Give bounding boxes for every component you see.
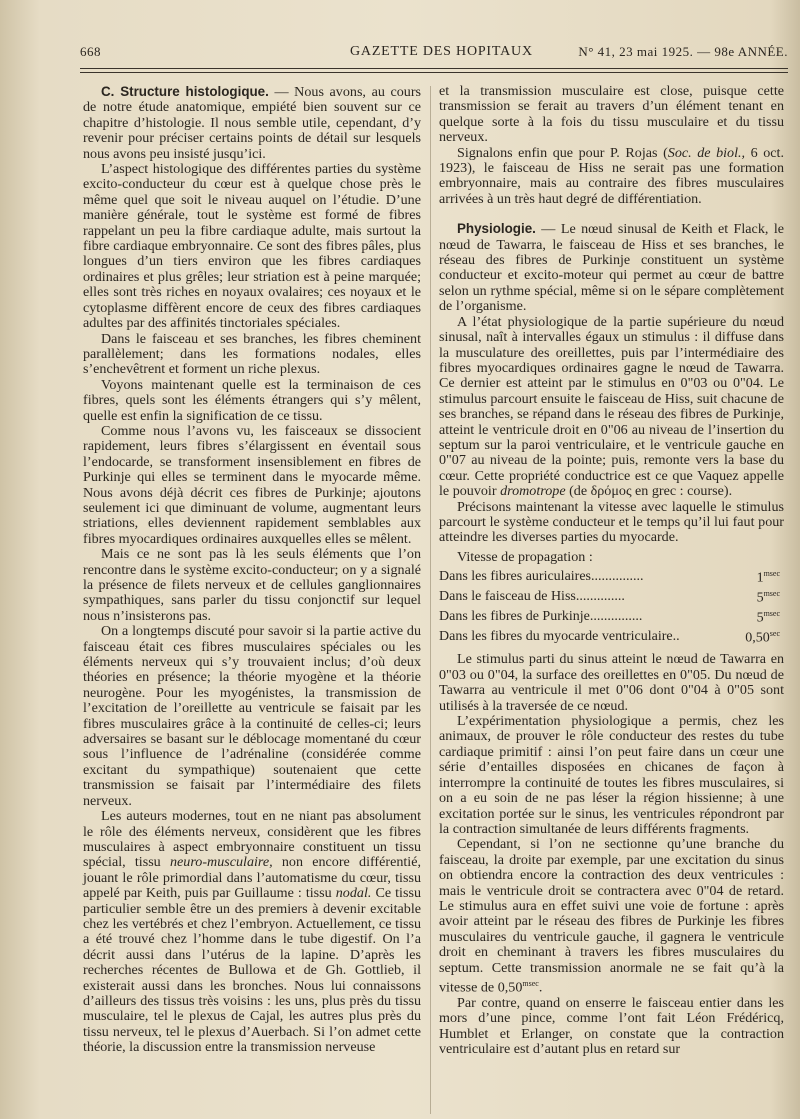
paragraph [439, 221, 784, 314]
speed-label: Dans les fibres de Purkinje [439, 608, 590, 624]
paragraph [83, 809, 421, 1056]
paragraph [83, 84, 421, 162]
paragraph-text: Les auteurs modernes, tout en ne niant pas absolument le rôle des éléments nerveux, considèrent que les fibres musculaires à aspect embryonnaire constituent un tissu spécial, tissu [83, 808, 421, 871]
header-rule-thin [80, 72, 788, 73]
speed-label: Dans le faisceau de Hiss [439, 588, 576, 604]
paragraph: et la transmission musculaire est close, puisque cette transmission se ferait au travers d’un élément tenant en quelque sorte à la fois du tissu musculaire et du tissu nerveux. [439, 83, 784, 146]
paragraph: L’expérimentation physiologique a permis, chez les animaux, de prouver le rôle conducteur des restes du tube cardiaque primitif : ainsi l’on peut faire dans un cœur une série d’entailles disposées en chicanes de façon à interrompre la continuité de toutes les fibres musculaires, si on a eu soin de ne pas léser la région hissienne; à une excitation portée sur le sinus, les ventricules répondront par la contraction simultanée de leurs différents fragments. [439, 713, 784, 837]
header-rule [80, 68, 788, 69]
journal-title: GAZETTE DES HOPITAUX [350, 44, 533, 59]
speed-label: Dans les fibres auriculaires [439, 568, 591, 584]
paragraph-text: Ce tissu particulier semble être un des premiers à devenir excitable chez les vertébrés et chez l’embryon. Actuellement, ce tissu a été trouvé chez l’homme dans le tube digestif. On l’a décrit aussi dans l’utérus de la lapine. D’après les recherches récentes de Bullowa et de Gh. Gottlieb, il existerait aussi dans les bronches. Nous lui connaissons d’ailleurs des tissus très voisins : les uns, plus près du tissu musculaire, tel le plexus de Cajal, les autres plus près du tissu nerveux, tel le plexus d’Auerbach. Si l’on admet cette théorie, la discussion entre la transmission nerveuse [83, 885, 421, 1056]
paragraph-text: — Le nœud sinusal de Keith et Flack, le nœud de Tawarra, le faisceau de Hiss et ses branches, le réseau des fibres de Purkinje constituent un système conducteur et excito-moteur qui permet au cœur de battre selon un rythme spécial, même si on le sépare complètement de l’organisme. [439, 221, 784, 315]
paragraph [439, 837, 784, 996]
paragraph-text: . [538, 979, 543, 996]
paragraph-text: (de δρόμος en grec : course). [565, 483, 733, 500]
section-heading: Physiologie. [457, 221, 536, 237]
speed-value: 5 [756, 590, 764, 606]
speed-label: Dans les fibres du myocarde ventriculaire [439, 628, 673, 644]
speed-value: 5 [756, 610, 764, 626]
speed-value: 0,50 [745, 631, 770, 647]
paragraph [439, 146, 784, 208]
paragraph-text: non encore différentié, jouant le rôle primordial dans l’automatisme du cœur, tissu appelé par Keith, puis par Guillaume : tissu [83, 854, 421, 902]
speed-value: 1 [756, 570, 764, 586]
right-column [439, 84, 784, 1058]
paragraph-text: 6 oct. 1923), le faisceau de Hiss ne serait pas une formation embryonnaire, mais au contraire des fibres musculaires arrivées à un très haut degré de différentiation. [439, 144, 784, 207]
leader-dots: ............... [589, 608, 643, 624]
italic-term: nodal. [335, 885, 372, 902]
speed-table [439, 566, 784, 646]
column-divider [430, 86, 431, 1114]
speed-unit: sec [769, 629, 780, 639]
paragraph: On a longtemps discuté pour savoir si la partie active du faisceau était ces fibres musculaires spéciales ou les éléments nerveux qui s’y trouvaient inclus; d’où deux théories en présence; la théorie myogène et la théorie neurogène. Pour les myogénistes, la transmission de l’excitation de l’oreillette au ventricule se faisait par les fibres musculaires grâce à la continuité de celles-ci; leurs adversaires se basant sur le déblocage momentané du cœur sous l’influence de l’adrénaline (considérée comme excitant du sympathique) soutenaient que cette transmission se faisait par l’intermédiaire des filets nerveux. [83, 623, 421, 809]
italic-term: neuro-musculaire, [169, 854, 273, 871]
page-number: 668 [80, 44, 101, 59]
citation: Soc. de biol., [667, 144, 746, 161]
issue-info: N° 41, 23 mai 1925. — 98e ANNÉE. [578, 44, 788, 59]
paragraph: Dans le faisceau et ses branches, les fibres cheminent parallèlement; dans les formations nodales, elles s’enchevêtrent et forment un riche plexus. [83, 330, 421, 378]
leader-dots: ............... [591, 568, 644, 584]
paragraph [439, 315, 784, 500]
unit-superscript: msec [522, 978, 539, 988]
speed-row [439, 566, 784, 586]
paragraph: Voyons maintenant quelle est la terminaison de ces fibres, quels sont les éléments étrangers qui s’y mêlent, quelle est enfin la signification de ce tissu. [83, 376, 421, 424]
left-column [83, 84, 421, 1056]
italic-term: dromotrope [500, 483, 566, 500]
speed-unit: msec [763, 609, 780, 619]
speed-row [439, 606, 784, 626]
paragraph: Mais ce ne sont pas là les seuls éléments que l’on rencontre dans le système excito-conducteur; on y a signalé la présence de filets nerveux et de cellules ganglionnaires sympathiques, sans parler du tissu conjonctif sur lequel nous n’insisterons pas. [83, 546, 421, 624]
speed-row [439, 586, 784, 606]
speed-table-title: Vitesse de propagation : [457, 548, 593, 565]
paragraph-text: — Nous avons, au cours de notre étude anatomique, empiété bien souvent sur ce chapitre d’histologie. Il nous semble utile, cependant, d’y revenir pour préciser certains points de détail sur lesquels nous avons peu insisté jusqu’ici. [83, 84, 422, 162]
paragraph: Par contre, quand on enserre le faisceau entier dans les mors d’une pince, comme l’ont fait Léon Frédéricq, Humblet et Erlanger, on constate que la contraction ventriculaire est d’autant plus en retard sur [439, 995, 784, 1058]
leader-dots: .. [672, 628, 680, 644]
paragraph: Comme nous l’avons vu, les faisceaux se dissocient rapidement, leurs fibres s’élargissent en éventail sous l’endocarde, se transforment insensiblement en fibres de Purkinje qui elles se terminent dans le myocarde même. Nous avons déjà décrit ces fibres de Purkinje; ajoutons seulement ici que diminuant de volume, augmentant leurs striations, elles deviennent rapidement semblables aux fibres myocardiques ordinaires auxquelles elles se mêlent. [83, 422, 421, 547]
speed-unit: msec [763, 569, 780, 579]
speed-unit: msec [763, 589, 780, 599]
paragraph: Le stimulus parti du sinus atteint le nœud de Tawarra en 0"03 ou 0"04, la surface des oreillettes en 0"05. Du nœud de Tawarra au ventricule il met 0"06 dont 0"04 à 0"05 sont utilisés à la traversée de ce nœud. [439, 651, 784, 714]
paragraph: L’aspect histologique des différentes parties du système excito-conducteur du cœur est à quelque chose près le même quel que soit le niveau auquel on l’étudie. D’une manière générale, tout le système est formé de fibres rappelant un peu la fibre cardiaque adulte, mais surtout la fibre cardiaque embryonnaire. Ce sont des fibres pâles, plus longues d’un tiers environ que les fibres cardiaques ordinaires et plus grêles; leur striation est à peine marquée; elles sont très riches en noyaux ovalaires; ces noyaux et le cytoplasme diffèrent encore de ceux des fibres cardiaques adultes par des affinités tinctoriales spéciales. [83, 161, 421, 332]
paragraph-text: Cependant, si l’on ne sectionne qu’une branche du faisceau, la droite par exemple, par une excitation du sinus on obtiendra encore la contraction des deux ventricules : mais le ventricule droit se contractera avec 0"04 de retard. Le stimulus aura en effet suivi une voie de fortune : après avoir atteint par le réseau des fibres de Purkinje les fibres musculaires du ventricule gauche, il gagnera le ventricule droit en cheminant à travers les fibres musculaires du septum. Cette transmission anormale ne se fait qu’à la vitesse de 0,50 [439, 836, 784, 996]
speed-row [439, 626, 784, 646]
paragraph-text: Signalons enfin que pour P. Rojas ( [457, 144, 668, 161]
paragraph-text: A l’état physiologique de la partie supérieure du nœud sinusal, naît à intervalles égaux un stimulus : il diffuse dans la musculature des oreillettes, puis par l’intermédiaire des fibres myocardiques ordinaires gagne le nœud de Tawarra. Ce dernier est atteint par le stimulus en 0"03 ou 0"04. Le stimulus parcourt ensuite le faisceau de Hiss, suit chacune de ses branches, se répand dans le réseau des fibres de Purkinje, atteint le ventricule droit en 0"06 au niveau de l’insertion du septum sur la paroi ventriculaire, et le ventricule gauche en 0"07 au niveau de la pointe; puis, remonte vers la base du cœur. Cette propriété conductrice est ce que Vaquez appelle le pouvoir [439, 313, 784, 500]
leader-dots: .............. [575, 588, 625, 604]
section-heading: C. Structure histologique. [101, 84, 269, 99]
running-header [80, 44, 788, 66]
paragraph: Précisons maintenant la vitesse avec laquelle le stimulus parcourt le système conducteur et le temps qu’il lui faut pour atteindre les diverses parties du myocarde. [439, 498, 784, 546]
